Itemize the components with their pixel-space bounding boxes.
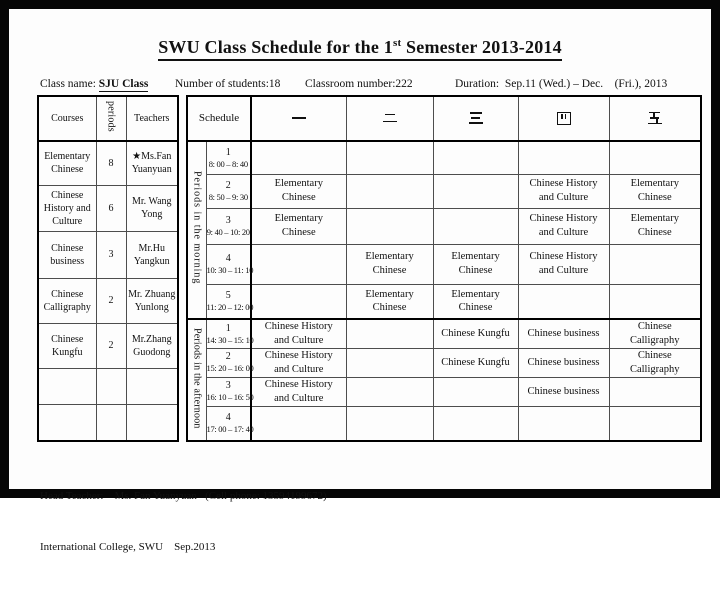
- course-teacher: Mr.Hu Yangkun: [126, 231, 178, 278]
- course-row: [38, 141, 178, 185]
- schedule-cell: [518, 406, 609, 441]
- schedule-row: [187, 377, 701, 406]
- schedule-cell: Elementary Chinese: [433, 244, 518, 284]
- schedule-cell: Elementary Chinese: [609, 174, 701, 208]
- schedule-row: [187, 348, 701, 377]
- course-periods: 2: [96, 278, 126, 323]
- schedule-table: [186, 95, 702, 442]
- day-header-fri: [609, 96, 701, 141]
- schedule-cell: [609, 284, 701, 319]
- schedule-row: [187, 319, 701, 348]
- schedule-cell: Elementary Chinese: [346, 284, 433, 319]
- course-name: Chinese Calligraphy: [38, 278, 96, 323]
- course-teacher: [126, 368, 178, 404]
- period-time: 2 8: 50 – 9: 30: [206, 174, 251, 208]
- schedule-cell: Chinese History and Culture: [518, 244, 609, 284]
- footer: [40, 454, 327, 590]
- cjk-three-glyph: [468, 110, 484, 126]
- schedule-cell: [433, 406, 518, 441]
- schedule-cell: Chinese History and Culture: [518, 174, 609, 208]
- classroom-number: Classroom number:222: [305, 78, 413, 90]
- college-line: International College, SWU Sep.2013: [40, 541, 216, 553]
- course-row: [38, 323, 178, 368]
- course-teacher: ★Ms.Fan Yuanyuan: [126, 141, 178, 185]
- cjk-four-glyph: [556, 110, 572, 126]
- schedule-row: [187, 284, 701, 319]
- schedule-cell: [251, 284, 346, 319]
- schedule-cell: Elementary Chinese: [433, 284, 518, 319]
- periods-header-label: periods: [105, 101, 117, 132]
- course-periods: [96, 368, 126, 404]
- title-pre: SWU Class Schedule for the 1: [158, 37, 393, 57]
- head-teacher-line: Head Teacher: Ms. Fan Yuanyuan (Cell phone: 13594199672): [40, 490, 327, 502]
- schedule-cell: [518, 284, 609, 319]
- day-header-tue: [346, 96, 433, 141]
- schedule-cell: [609, 377, 701, 406]
- page-title: [9, 37, 711, 61]
- course-row: [38, 231, 178, 278]
- course-periods: 8: [96, 141, 126, 185]
- schedule-cell: [251, 244, 346, 284]
- cjk-two-glyph: [382, 110, 398, 126]
- schedule-cell: [346, 377, 433, 406]
- course-periods: 6: [96, 185, 126, 231]
- schedule-cell: [346, 141, 433, 174]
- schedule-cell: [346, 406, 433, 441]
- period-time: 3 16: 10 – 16: 50: [206, 377, 251, 406]
- course-row-empty: [38, 404, 178, 441]
- course-teacher: Mr. Wang Yong: [126, 185, 178, 231]
- period-time: 2 15: 20 – 16: 00: [206, 348, 251, 377]
- afternoon-section-label: Periods in the afternoon: [191, 327, 203, 429]
- schedule-cell: [609, 141, 701, 174]
- period-time: 5 11: 20 – 12: 00: [206, 284, 251, 319]
- period-time: 1 8: 00 – 8: 40: [206, 141, 251, 174]
- class-name-label: Class name:: [40, 78, 99, 90]
- course-teacher: Mr. Zhuang Yunlong: [126, 278, 178, 323]
- schedule-cell: Elementary Chinese: [346, 244, 433, 284]
- morning-section: [187, 141, 206, 319]
- course-periods: 3: [96, 231, 126, 278]
- class-name-value: SJU Class: [98, 78, 149, 90]
- schedule-cell: [346, 348, 433, 377]
- schedule-cell: [346, 208, 433, 244]
- schedule-cell: [433, 377, 518, 406]
- schedule-cell: [346, 319, 433, 348]
- class-name-field: [40, 78, 148, 90]
- course-row: [38, 278, 178, 323]
- page-title-text: [158, 37, 562, 61]
- course-name: Elementary Chinese: [38, 141, 96, 185]
- cjk-one-glyph: [291, 110, 307, 126]
- day-header-thu: [518, 96, 609, 141]
- schedule-cell: Chinese business: [518, 319, 609, 348]
- schedule-row: [187, 244, 701, 284]
- schedule-cell: Chinese History and Culture: [251, 377, 346, 406]
- period-time: 1 14: 30 – 15: 10: [206, 319, 251, 348]
- title-superscript: st: [393, 37, 402, 49]
- schedule-cell: [251, 141, 346, 174]
- students-count: Number of students:18: [175, 78, 281, 90]
- schedule-cell: [609, 244, 701, 284]
- periods-header: [96, 96, 126, 141]
- day-header-wed: [433, 96, 518, 141]
- schedule-cell: Chinese History and Culture: [251, 319, 346, 348]
- course-periods: 2: [96, 323, 126, 368]
- schedule-cell: Elementary Chinese: [251, 208, 346, 244]
- cjk-five-glyph: [647, 110, 663, 126]
- course-row-empty: [38, 368, 178, 404]
- morning-section-label: Periods in the morning: [191, 171, 203, 285]
- schedule-cell: Elementary Chinese: [609, 208, 701, 244]
- course-periods: [96, 404, 126, 441]
- course-name: [38, 404, 96, 441]
- schedule-cell: [609, 406, 701, 441]
- period-time: 4 17: 00 – 17: 40: [206, 406, 251, 441]
- schedule-cell: Chinese Calligraphy: [609, 319, 701, 348]
- teachers-header: Teachers: [126, 96, 178, 141]
- schedule-cell: Chinese business: [518, 377, 609, 406]
- schedule-header: Schedule: [187, 96, 251, 141]
- schedule-cell: [518, 141, 609, 174]
- period-time: 3 9: 40 – 10: 20: [206, 208, 251, 244]
- course-teacher: Mr.Zhang Guodong: [126, 323, 178, 368]
- course-name: Chinese business: [38, 231, 96, 278]
- title-post: Semester 2013-2014: [401, 37, 562, 57]
- schedule-cell: [433, 141, 518, 174]
- schedule-cell: [433, 208, 518, 244]
- schedule-row: [187, 406, 701, 441]
- schedule-cell: [251, 406, 346, 441]
- afternoon-section: [187, 319, 206, 441]
- period-time: 4 10: 30 – 11: 10: [206, 244, 251, 284]
- schedule-row: [187, 208, 701, 244]
- schedule-cell: Chinese Kungfu: [433, 319, 518, 348]
- course-row: [38, 185, 178, 231]
- course-name: Chinese History and Culture: [38, 185, 96, 231]
- course-name: Chinese Kungfu: [38, 323, 96, 368]
- schedule-cell: Chinese Kungfu: [433, 348, 518, 377]
- schedule-cell: Chinese business: [518, 348, 609, 377]
- schedule-cell: Elementary Chinese: [251, 174, 346, 208]
- schedule-cell: Chinese Calligraphy: [609, 348, 701, 377]
- duration: Duration: Sep.11 (Wed.) – Dec. (Fri.), 2013: [455, 78, 668, 90]
- schedule-cell: [433, 174, 518, 208]
- courses-header: Courses: [38, 96, 96, 141]
- schedule-row: [187, 174, 701, 208]
- schedule-cell: [346, 174, 433, 208]
- schedule-row: [187, 141, 701, 174]
- schedule-cell: Chinese History and Culture: [251, 348, 346, 377]
- day-header-mon: [251, 96, 346, 141]
- schedule-cell: Chinese History and Culture: [518, 208, 609, 244]
- course-name: [38, 368, 96, 404]
- course-teacher: [126, 404, 178, 441]
- courses-table: [37, 95, 179, 442]
